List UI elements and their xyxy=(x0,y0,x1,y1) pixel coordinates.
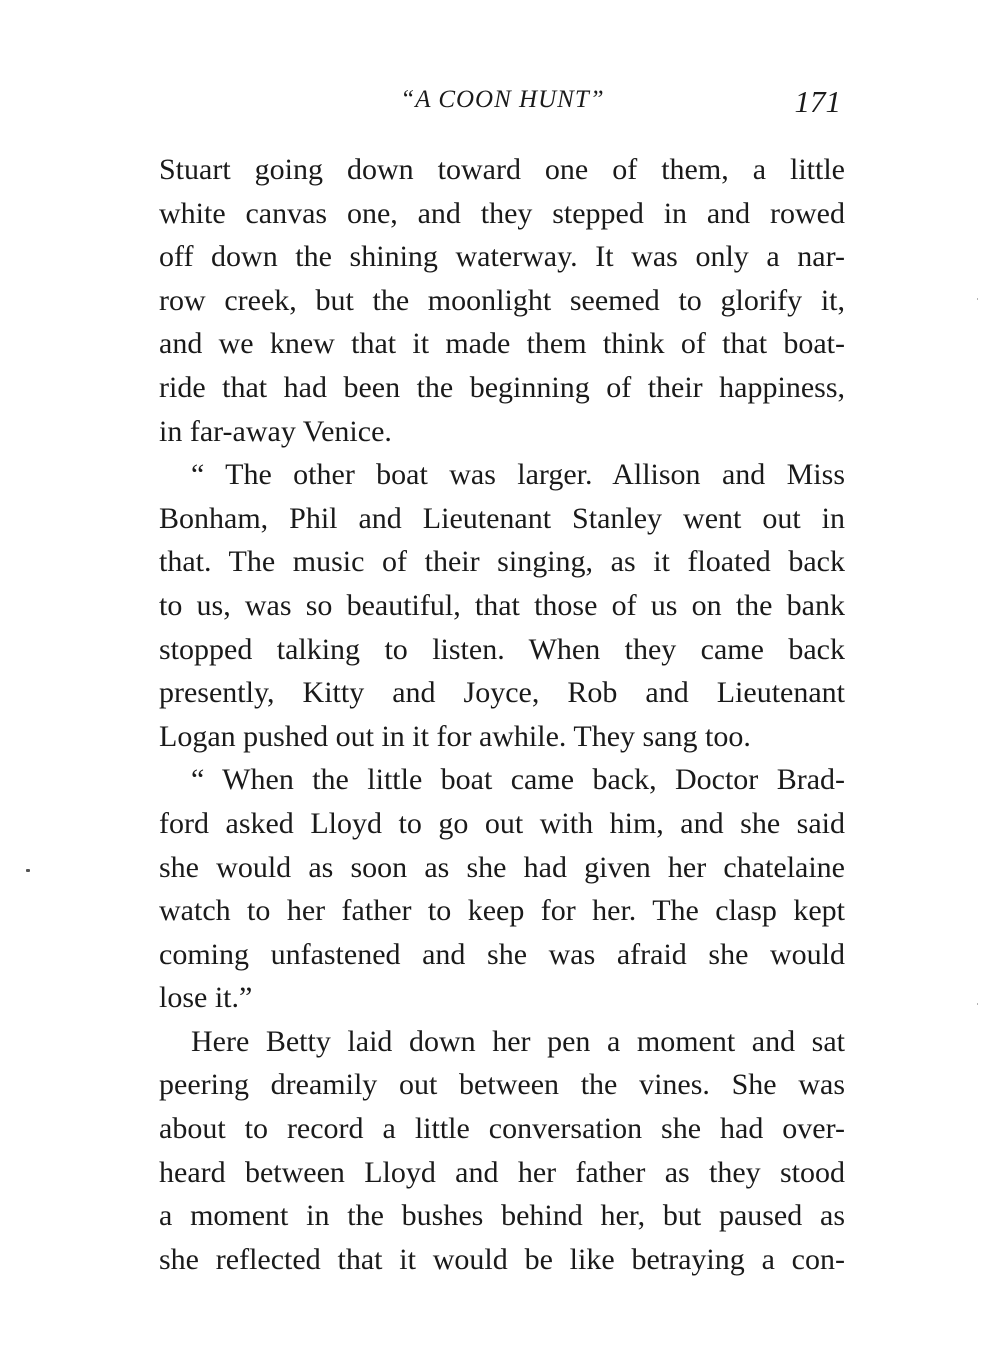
text-line: Stuart going down toward one of them, a little xyxy=(159,153,845,186)
text-line: to us, was so beautiful, that those of us on the bank xyxy=(159,588,845,622)
scan-speck xyxy=(26,869,30,872)
body-text xyxy=(159,148,845,1281)
paragraph-first-line: Here Betty laid down her pen a moment and sat xyxy=(191,1024,845,1058)
text-line: she reflected that it would be like betraying a con- xyxy=(159,1242,845,1276)
text-line: ride that had been the beginning of their happiness, xyxy=(159,370,845,404)
text-line: Logan pushed out in it for awhile. They sang too. xyxy=(159,719,751,753)
text-line: peering dreamily out between the vines. She was xyxy=(159,1068,845,1102)
page-number: 171 xyxy=(794,84,841,119)
text-line: watch to her father to keep for her. The clasp kept xyxy=(159,894,845,928)
scan-speck xyxy=(977,298,978,300)
text-line: off down the shining waterway. It was only a nar- xyxy=(159,240,845,274)
text-line: ford asked Lloyd to go out with him, and she said xyxy=(159,806,845,840)
scan-speck xyxy=(977,1003,978,1005)
text-line: and we knew that it made them think of that boat- xyxy=(159,327,845,361)
chapter-title: “A COON HUNT” xyxy=(400,86,605,113)
text-line: presently, Kitty and Joyce, Rob and Lieutenant xyxy=(159,676,845,710)
text-line: row creek, but the moonlight seemed to glorify it, xyxy=(159,283,845,317)
text-line: a moment in the bushes behind her, but paused as xyxy=(159,1199,845,1233)
text-line: she would as soon as she had given her chatelaine xyxy=(159,850,845,884)
text-line: in far-away Venice. xyxy=(159,414,392,448)
text-line: stopped talking to listen. When they came back xyxy=(159,632,845,666)
paragraph-first-line: “ The other boat was larger. Allison and Miss xyxy=(191,458,845,492)
text-line: about to record a little conversation she had over- xyxy=(159,1112,845,1146)
text-line: white canvas one, and they stepped in and rowed xyxy=(159,196,845,230)
running-head xyxy=(160,86,845,126)
text-line: lose it.” xyxy=(159,981,253,1015)
text-line: heard between Lloyd and her father as they stood xyxy=(159,1155,845,1189)
paragraph-first-line: “ When the little boat came back, Doctor Brad- xyxy=(191,763,845,797)
text-line: coming unfastened and she was afraid she would xyxy=(159,937,845,971)
text-line: Bonham, Phil and Lieutenant Stanley went out in xyxy=(159,501,845,535)
text-line: that. The music of their singing, as it floated back xyxy=(159,545,845,579)
